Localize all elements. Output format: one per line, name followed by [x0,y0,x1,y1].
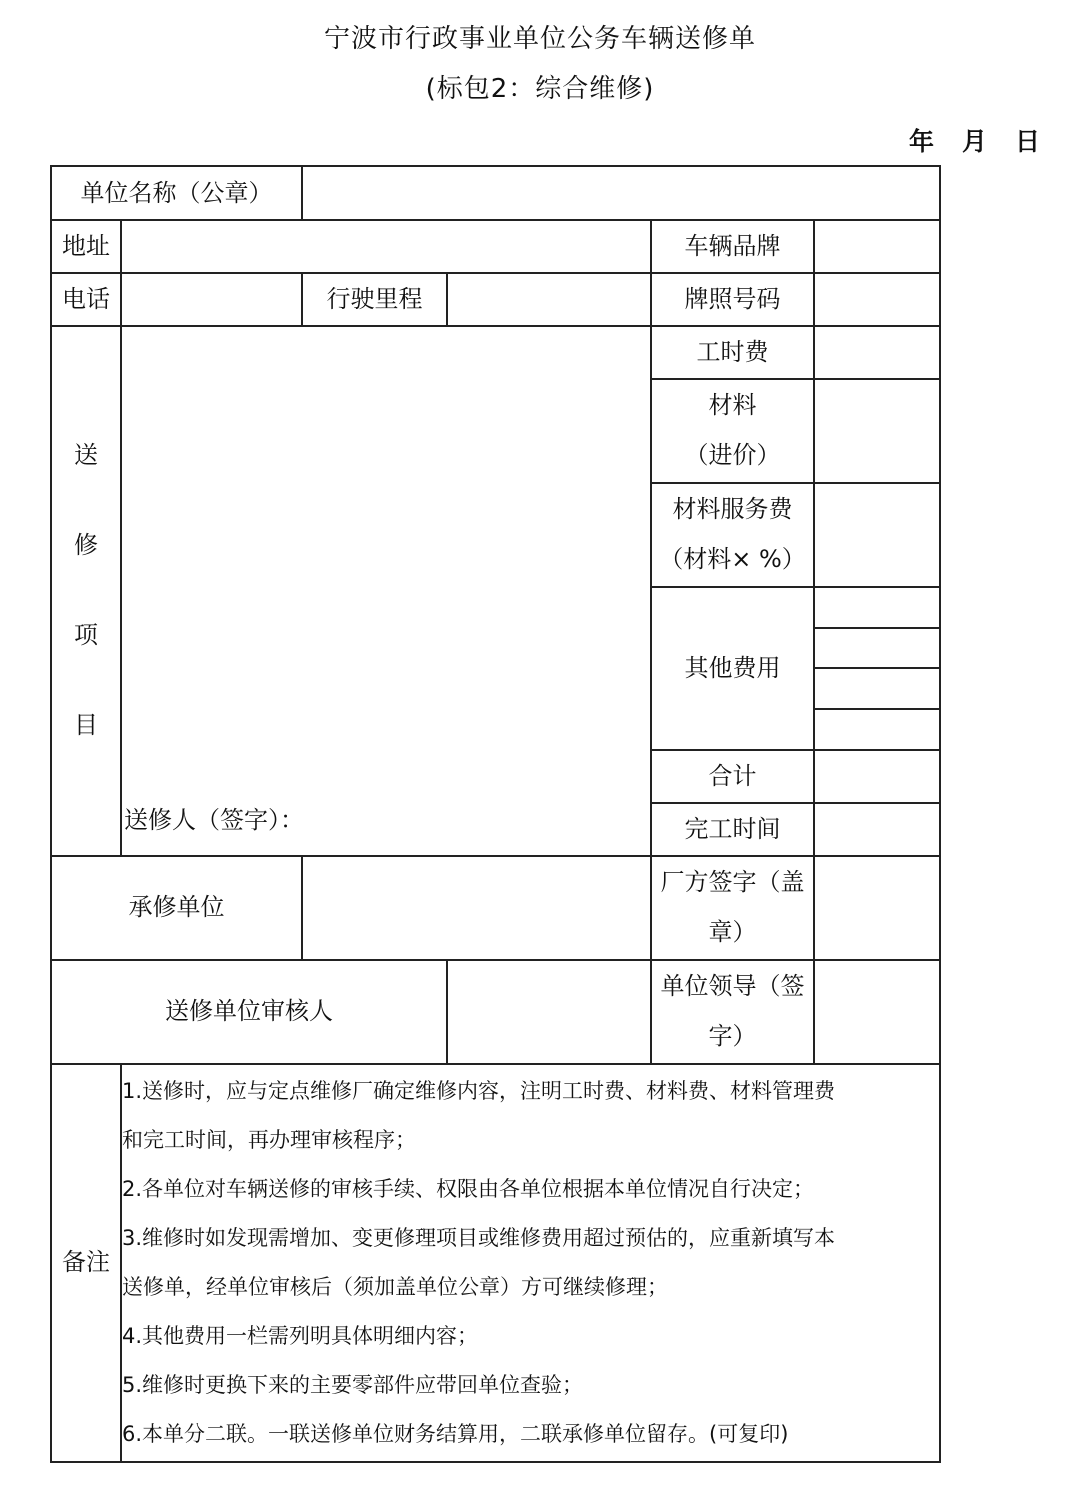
leader-sign-line2: 字） [708,1022,757,1050]
reviewer-field[interactable] [448,959,650,1063]
sender-sign-label: 送修人（签字）： [124,806,304,834]
factory-sign-label [652,855,813,959]
repair-items-char: 送 [74,441,98,469]
material-service-line1: 材料服务费 [672,495,793,523]
material-service-field[interactable] [815,482,939,586]
form-subtitle: (标包2：综合维修) [425,74,655,104]
date-month: 月 [961,127,987,156]
note-line: 1.送修时，应与定点维修厂确定维修内容，注明工时费、材料费、材料管理费 [122,1079,836,1103]
mileage-label: 行驶里程 [326,284,423,313]
material-service-line2: （材料× %） [659,545,806,573]
note-line: 2.各单位对车辆送修的审核手续、权限由各单位根据本单位情况自行决定； [122,1177,815,1201]
leader-sign-field[interactable] [815,959,939,1063]
labor-fee-field[interactable] [815,325,939,378]
grid-line [52,1063,939,1065]
plate-field[interactable] [815,272,939,325]
note-line: 3.维修时如发现需增加、变更修理项目或维修费用超过预估的，应重新填写本 [122,1226,836,1250]
repair-items-char: 目 [74,711,98,739]
factory-sign-field[interactable] [815,855,939,959]
material-service-label [652,482,813,586]
repair-items-label [52,325,120,855]
material-field[interactable] [815,378,939,482]
note-line: 6.本单分二联。一联送修单位财务结算用，二联承修单位留存。(可复印) [122,1422,789,1446]
notes-list [122,1067,937,1459]
unit-name-field[interactable] [303,167,939,219]
note-line: 4.其他费用一栏需列明具体明细内容； [122,1324,479,1348]
repair-items-char: 修 [74,531,98,559]
note-line: 和完工时间，再办理审核程序； [122,1128,416,1152]
leader-sign-line1: 单位领导（签 [660,972,805,1000]
unit-name-label: 单位名称（公章） [80,179,273,207]
material-label-line1: 材料 [708,391,757,419]
date-day: 日 [1014,127,1040,156]
other-fee-field-3[interactable] [815,667,939,708]
factory-sign-line1: 厂方签字（盖 [660,868,805,896]
note-line: 送修单，经单位审核后（须加盖单位公章）方可继续修理； [122,1275,668,1299]
repair-items-char: 项 [74,621,98,649]
other-fees-label: 其他费用 [684,653,781,682]
note-line: 5.维修时更换下来的主要零部件应带回单位查验； [122,1373,584,1397]
repairer-field[interactable] [303,855,650,959]
address-field[interactable] [122,219,650,272]
mileage-field[interactable] [448,272,650,325]
finish-time-field[interactable] [815,802,939,855]
labor-fee-label: 工时费 [696,337,769,366]
repair-items-field[interactable] [122,325,650,795]
date-line [909,122,1040,158]
total-field[interactable] [815,749,939,802]
date-year: 年 [908,127,934,156]
leader-sign-label [652,959,813,1063]
brand-label: 车辆品牌 [684,231,781,260]
phone-label: 电话 [62,284,110,313]
phone-field[interactable] [122,272,301,325]
reviewer-label: 送修单位审核人 [165,997,333,1025]
brand-field[interactable] [815,219,939,272]
plate-label: 牌照号码 [684,284,781,313]
address-label: 地址 [62,231,110,260]
other-fee-field-1[interactable] [815,586,939,627]
repairer-label: 承修单位 [128,893,225,921]
total-label: 合计 [708,761,757,790]
other-fee-field-4[interactable] [815,708,939,749]
factory-sign-line2: 章） [708,918,757,946]
form-title: 宁波市行政事业单位公务车辆送修单 [323,24,756,54]
repair-form-table [50,165,941,1463]
other-fee-field-2[interactable] [815,627,939,667]
notes-label: 备注 [62,1248,110,1276]
material-label-line2: （进价） [684,441,781,469]
material-label [652,378,813,482]
finish-time-label: 完工时间 [684,814,781,843]
